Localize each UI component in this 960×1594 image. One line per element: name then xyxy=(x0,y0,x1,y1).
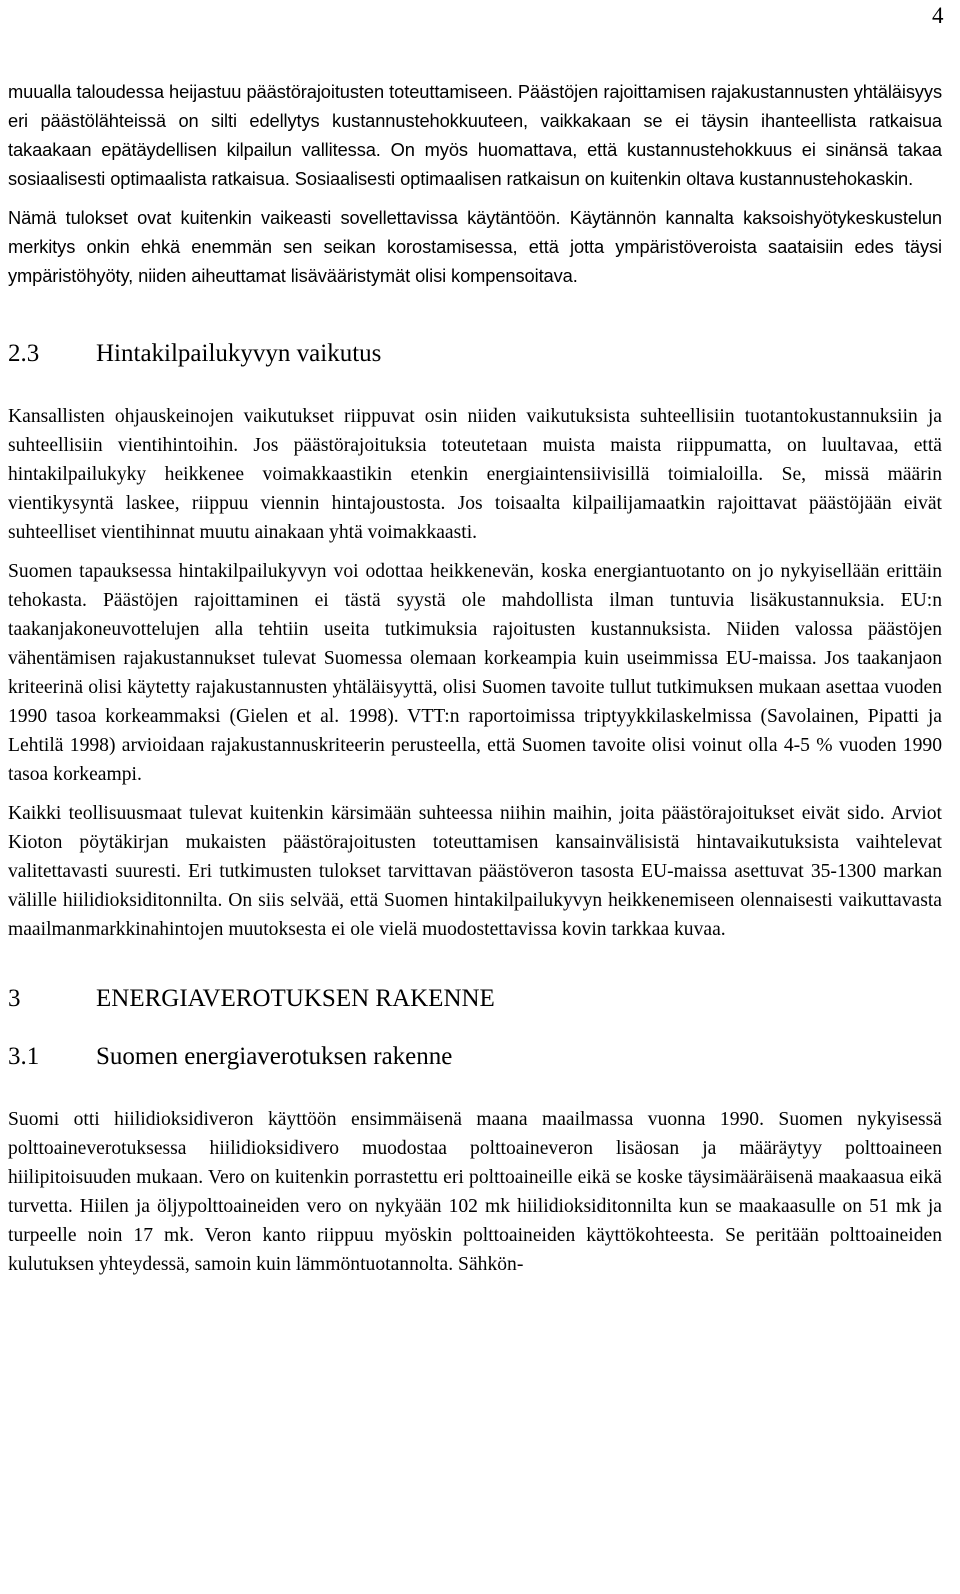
section-heading-3 xyxy=(8,983,942,1015)
page-number: 4 xyxy=(932,3,944,28)
paragraph-intro-1: muualla taloudessa heijastuu päästörajoitusten toteuttamiseen. Päästöjen rajoittamisen rajakustannusten yhtäläisyys eri päästölähteissä on silti edellytys kustannustehokkuuteen, vaikkakaan se ei täysin ihanteellista ratkaisua takaakaan epätäydellisen kilpailun vallitessa. On myös huomattava, että kustannustehokkuus ei sinänsä takaa sosiaalisesti optimaalista ratkaisua. Sosiaalisesti optimaalisen ratkaisun on kuitenkin oltava kustannustehokaskin. xyxy=(8,81,942,189)
section-title: ENERGIAVEROTUKSEN RAKENNE xyxy=(96,985,495,1012)
section-title: Suomen energiaverotuksen rakenne xyxy=(96,1043,453,1070)
section-title: Hintakilpailukyvyn vaikutus xyxy=(96,340,382,367)
paragraph-intro-2: Nämä tulokset ovat kuitenkin vaikeasti sovellettavissa käytäntöön. Käytännön kannalta kaksoishyötykeskustelun merkitys onkin ehkä enemmän sen seikan korostamisessa, että jotta ympäristöveroista saataisiin edes täysi ympäristöhyöty, niiden aiheuttamat lisävääristymät olisi kompensoitava. xyxy=(8,207,942,286)
paragraph-3-1-1: Suomi otti hiilidioksidiveron käyttöön ensimmäisenä maana maailmassa vuonna 1990. Suomen nykyisessä polttoaineverotuksessa hiilidioksidivero muodostaa polttoaineveron lisäosan ja määräytyy polttoaineen hiilipitoisuuden mukaan. Vero on kuitenkin porrastettu eri polttoaineille eikä se koske täysimääräisenä maakaasua eikä turvetta. Hiilen ja öljypolttoaineiden vero on nykyään 102 mk hiilidioksiditonnilta kun se maakaasulle on 51 mk ja turpeelle noin 17 mk. Veron kanto riippuu myöskin polttoaineiden käyttökohteesta. Se peritään polttoaineiden kulutuksen yhteydessä, samoin kuin lämmöntuotannolta. Sähkön- xyxy=(8,1109,942,1275)
section-number: 2.3 xyxy=(8,340,40,367)
section-heading-3-1 xyxy=(8,1041,942,1073)
paragraph-2-3-2: Suomen tapauksessa hintakilpailukyvyn voi odottaa heikkenevän, koska energiantuotanto on jo nykyisellään erittäin tehokasta. Päästöjen rajoittaminen ei tästä syystä ole mahdollista ilman tuntuvia lisäkustannuksia. EU:n taakanjakoneuvottelujen alla tehtiin useita tutkimuksia rajoitusten kustannuksista. Niiden valossa päästöjen vähentämisen rajakustannukset tulevat Suomessa olemaan korkeampia kuin useimmissa EU-maissa. Jos taakanjaon kriteerinä olisi käytetty rajakustannusten yhtäläisyyttä, olisi Suomen tavoite tullut tutkimuksen mukaan asettaa vuoden 1990 tasoa korkeammaksi (Gielen et al. 1998). VTT:n raportoimissa triptyykkilaskelmissa (Savolainen, Pipatti ja Lehtilä 1998) arvioidaan rajakustannuskriteerin perusteella, että Suomen tavoite olisi voinut olla 4-5 % vuoden 1990 tasoa korkeampi. xyxy=(8,561,942,785)
paragraph-2-3-3: Kaikki teollisuusmaat tulevat kuitenkin kärsimään suhteessa niihin maihin, joita päästörajoitukset eivät sido. Arviot Kioton pöytäkirjan mukaisten päästörajoitusten toteuttamisen kansainvälisistä hintavaikutuksista vaihtelevat valitettavasti suuresti. Eri tutkimusten tulokset tarvittavan päästöveron tasosta EU-maissa asettuvat 35-1300 markan välille hiilidioksiditonnilta. On siis selvää, että Suomen hintakilpailukyvyn heikkenemiseen olennaisesti vaikuttavasta maailmanmarkkinahintojen muutoksesta ei ole vielä muodostettavissa kovin tarkkaa kuvaa. xyxy=(8,803,942,940)
section-heading-2-3 xyxy=(8,338,942,370)
section-number: 3 xyxy=(8,985,21,1012)
section-number: 3.1 xyxy=(8,1043,40,1070)
document-body xyxy=(8,77,942,1289)
paragraph-2-3-1: Kansallisten ohjauskeinojen vaikutukset riippuvat osin niiden vaikutuksista suhteellisiin tuotantokustannuksiin ja suhteellisiin vientihintoihin. Jos päästörajoituksia toteutetaan muista maista riippumatta, on luultavaa, että hintakilpailukyky heikkenee voimakkaastikin etenkin energiaintensiivisillä toimialoilla. Se, missä määrin vientikysyntä laskee, riippuu viennin hintajoustosta. Jos toisaalta kilpailijamaatkin rajoittavat päästöjään eivät suhteelliset vientihinnat muutu ainakaan yhtä voimakkaasti. xyxy=(8,406,942,543)
